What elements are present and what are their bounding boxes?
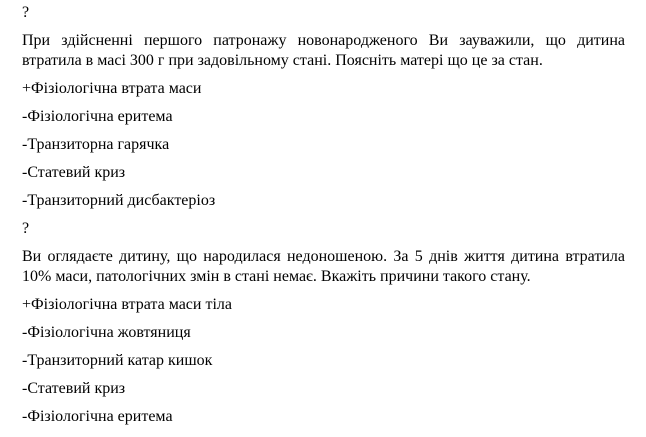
question-1-marker: ?: [22, 4, 30, 21]
question-2-option: -Фізіологічна жовтяниця: [22, 324, 191, 341]
question-2-option: -Статевий криз: [22, 380, 126, 397]
question-1-option-correct: +Фізіологічна втрата маси: [22, 80, 202, 97]
question-1-option: -Статевий криз: [22, 164, 126, 181]
question-2-option: -Транзиторний катар кишок: [22, 352, 213, 369]
question-1-option: -Транзиторна гарячка: [22, 136, 170, 153]
question-1-option: -Транзиторний дисбактеріоз: [22, 192, 216, 209]
question-1-text: При здійсненні першого патронажу новонародженого Ви зауважили, що дитина втратила в масі 300 г при задовільному стані. Поясніть матері що це за стан.: [22, 32, 625, 69]
question-2-option: -Фізіологічна еритема: [22, 408, 173, 425]
question-1-option: -Фізіологічна еритема: [22, 108, 173, 125]
question-2-option-correct: +Фізіологічна втрата маси тіла: [22, 296, 232, 313]
question-2-marker: ?: [22, 220, 30, 237]
question-2-text: Ви оглядаєте дитину, що народилася недоношеною. За 5 днів життя дитина втратила 10% маси, патологічних змін в стані немає. Вкажіть причини такого стану.: [22, 248, 625, 285]
